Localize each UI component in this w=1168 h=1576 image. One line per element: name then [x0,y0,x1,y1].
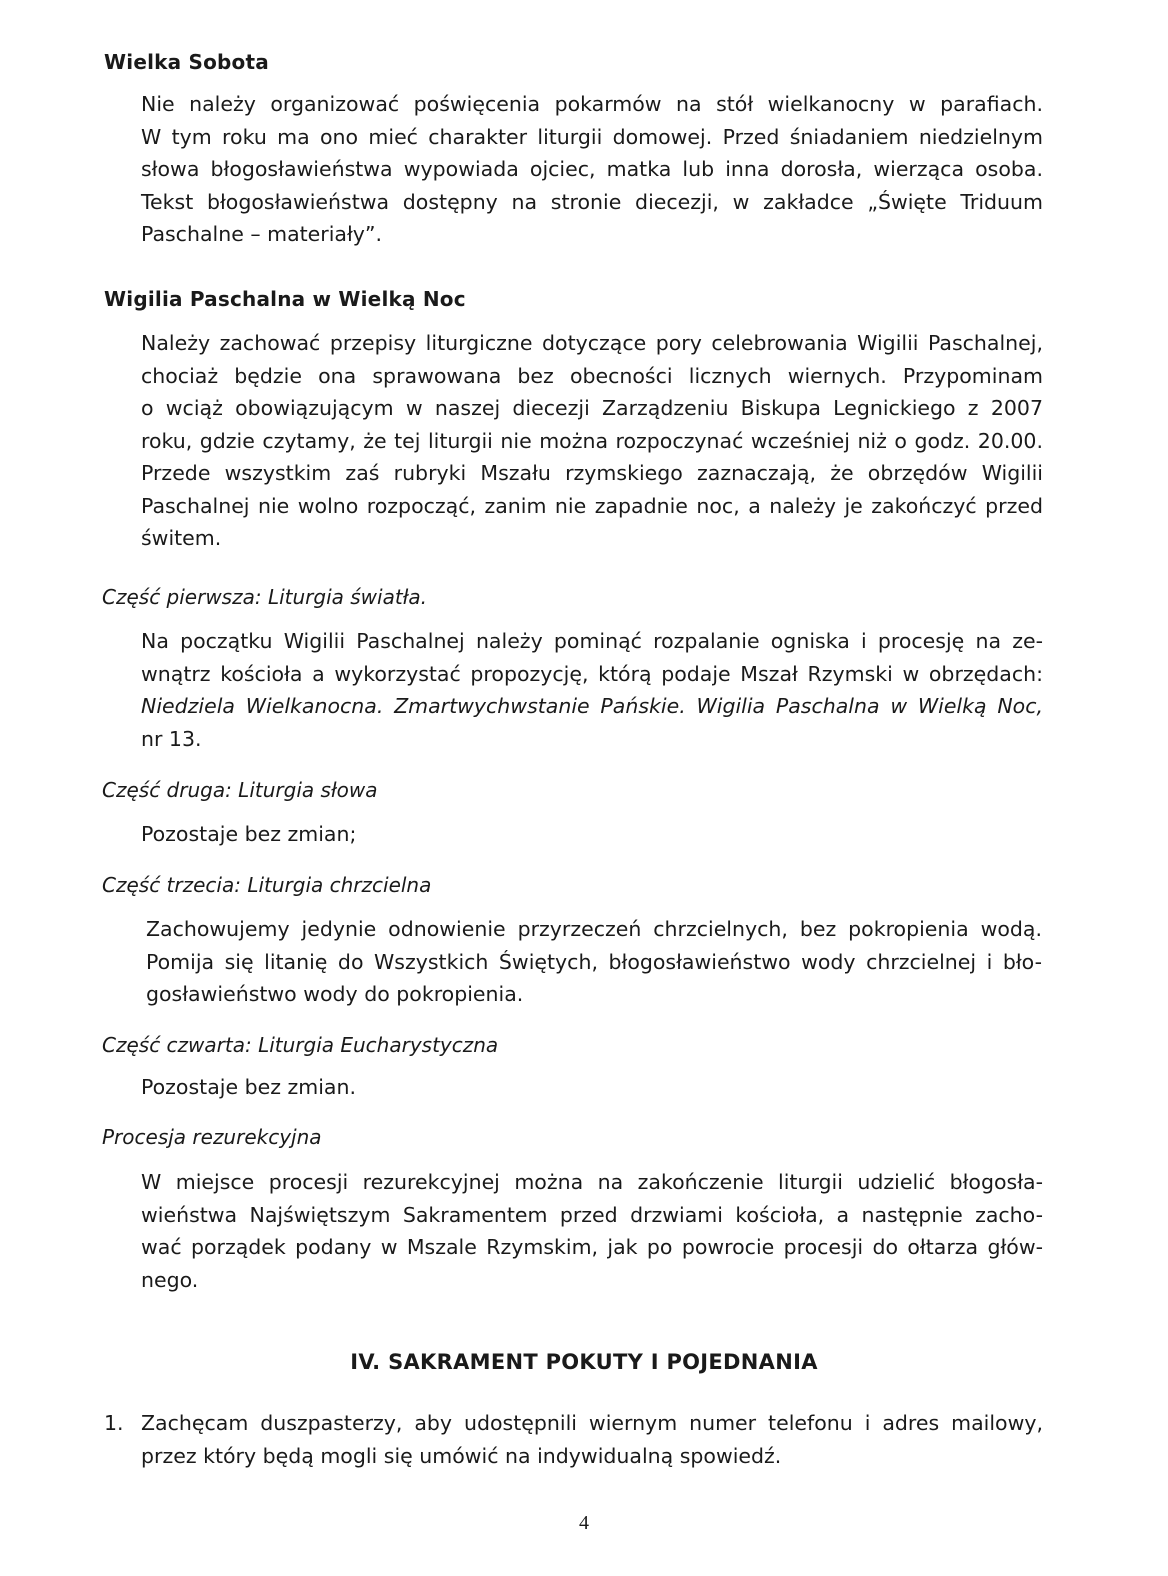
text-line: Przede wszystkim zaś rubryki Mszału rzymskiego zaznaczają, że obrzędów Wigilii [141,461,1043,485]
heading-czesc-trzecia: Część trzecia: Liturgia chrzcielna [102,873,432,897]
paragraph-wigilia-paschalna [141,327,1043,555]
text-line: W tym roku ma ono mieć charakter liturgii domowej. Przed śniadaniem niedzielnym [141,124,1043,149]
section-title-iv: IV. SAKRAMENT POKUTY I POJEDNANIA [350,1350,818,1374]
text-line: Nie należy organizować poświęcenia pokarmów na stół wielkanocny w parafiach. [141,92,1043,116]
paragraph-wielka-sobota [141,88,1043,251]
heading-czesc-pierwsza: Część pierwsza: Liturgia światła. [102,585,428,609]
heading-wielka-sobota: Wielka Sobota [104,50,269,74]
text-line: Tekst błogosławieństwa dostępny na stronie diecezji, w zakładce „Święte Triduum [141,189,1043,214]
text-line: W miejsce procesji rezurekcyjnej można na zakończenie liturgii udzielić błogosła- [141,1170,1043,1194]
text-line: nego. [141,1267,199,1292]
text-line: świtem. [141,526,222,550]
paragraph-procesja-rezurekcyjna [141,1166,1043,1296]
text-line: Pozostaje bez zmian; [141,822,357,846]
text-line: wać porządek podany w Mszale Rzymskim, jak po powrocie procesji do ołtarza głów- [141,1235,1043,1259]
text-line: wnątrz kościoła a wykorzystać propozycję, którą podaje Mszał Rzymski w obrzędach: [141,661,1043,686]
heading-procesja-rezurekcyjna: Procesja rezurekcyjna [102,1125,322,1149]
text-line: Pomija się litanię do Wszystkich Świętych, błogosławieństwo wody chrzcielnej i bło- [146,949,1042,974]
text-line: słowa błogosławieństwa wypowiada ojciec, matka lub inna dorosła, wierząca osoba. [141,157,1043,181]
paragraph-czesc-trzecia [146,913,1042,1011]
text-line: o wciąż obowiązującym w naszej diecezji Zarządzeniu Biskupa Legnickiego z 2007 [141,396,1043,420]
page-number: 4 [579,1512,589,1534]
text-line: przez który będą mogli się umówić na indywidualną spowiedź. [141,1443,782,1468]
text-line: roku, gdzie czytamy, że tej liturgii nie można rozpoczynać wcześniej niż o godz. 20.00. [141,428,1043,453]
text-line: Pozostaje bez zmian. [141,1075,356,1099]
text-line: nr 13. [141,726,202,751]
paragraph-czesc-czwarta [141,1071,1043,1104]
text-line: Paschalnej nie wolno rozpocząć, zanim nie zapadnie noc, a należy je zakończyć przed [141,493,1043,518]
text-line: wieństwa Najświętszym Sakramentem przed drzwiami kościoła, a następnie zacho- [141,1202,1043,1227]
heading-czesc-czwarta: Część czwarta: Liturgia Eucharystyczna [102,1033,499,1057]
paragraph-czesc-pierwsza [141,625,1043,755]
list-item-number: 1. [104,1411,124,1435]
text-line-italic: Niedziela Wielkanocna. Zmartwychwstanie Pańskie. Wigilia Paschalna w Wielką Noc, [141,694,1043,718]
heading-wigilia-paschalna: Wigilia Paschalna w Wielką Noc [104,287,466,311]
list-item-body [141,1407,1043,1472]
heading-czesc-druga: Część druga: Liturgia słowa [102,778,378,802]
paragraph-czesc-druga [141,818,1043,851]
text-line: Zachowujemy jedynie odnowienie przyrzeczeń chrzcielnych, bez pokropienia wodą. [146,917,1042,941]
text-line: gosławieństwo wody do pokropienia. [146,982,524,1006]
text-line: Zachęcam duszpasterzy, aby udostępnili wiernym numer telefonu i adres mailowy, [141,1411,1043,1435]
text-line: Paschalne – materiały”. [141,222,383,246]
text-line: chociaż będzie ona sprawowana bez obecności licznych wiernych. Przypominam [141,363,1043,388]
text-line: Należy zachować przepisy liturgiczne dotyczące pory celebrowania Wigilii Paschalnej, [141,331,1043,355]
text-line: Na początku Wigilii Paschalnej należy pominąć rozpalanie ogniska i procesję na ze- [141,629,1043,653]
